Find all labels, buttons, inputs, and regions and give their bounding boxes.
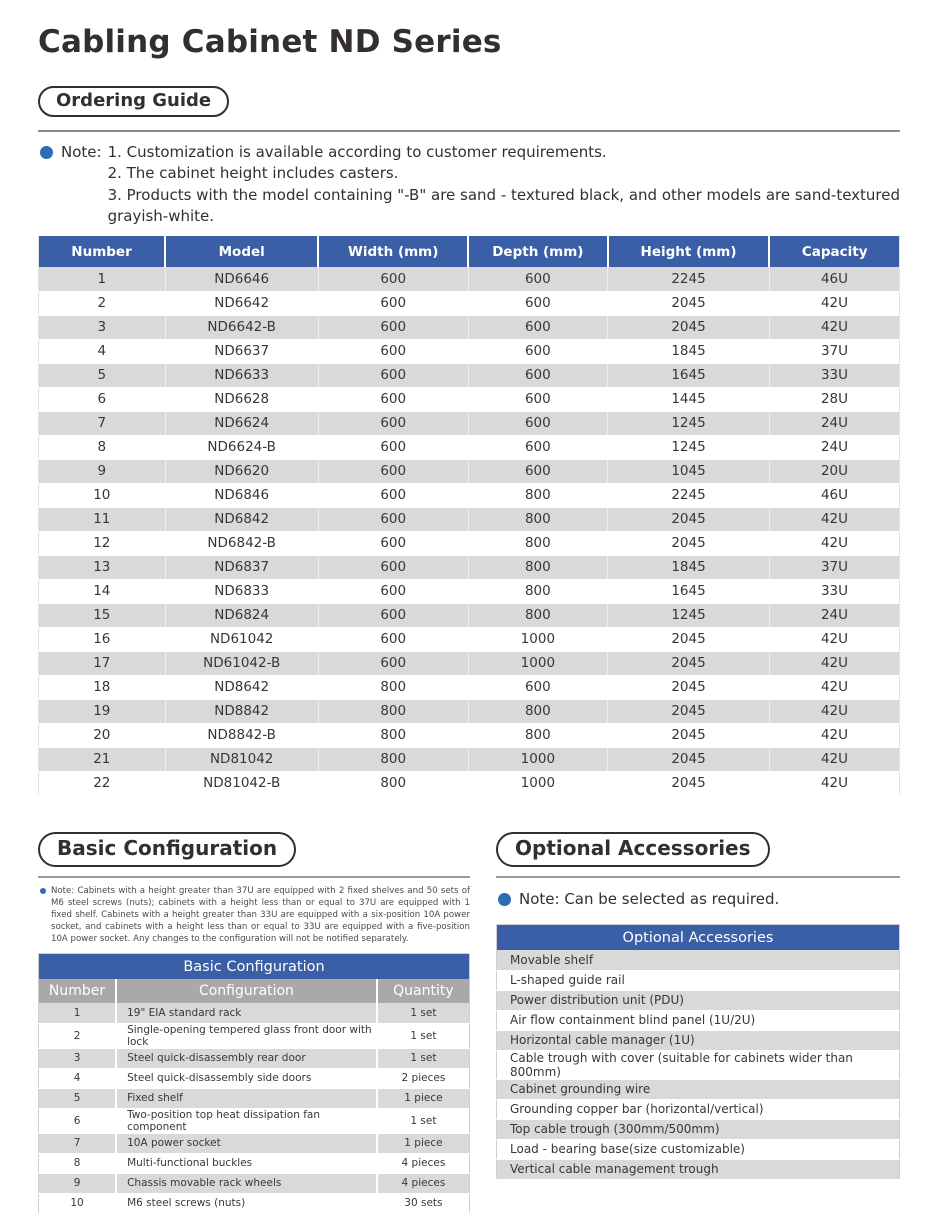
table-cell: 2 [39,1023,117,1048]
table-cell: 10A power socket [116,1133,377,1153]
table-cell: 600 [318,651,468,675]
table-cell: ND6642 [165,291,318,315]
table-cell: 600 [318,555,468,579]
table-cell: 1000 [468,651,607,675]
table-cell: 2045 [608,771,770,795]
note-bullet-icon [40,888,46,894]
table-cell: 10 [39,483,166,507]
optional-accessories-table [496,924,900,1180]
column-header-width: Width (mm) [318,236,468,267]
table-cell: 9 [39,459,166,483]
table-cell: 800 [468,699,607,723]
column-header-capacity: Capacity [769,236,899,267]
table-cell: 600 [468,339,607,363]
note-item: 2. The cabinet height includes casters. [107,164,399,183]
table-cell: Horizontal cable manager (1U) [497,1030,900,1050]
table-cell: 1845 [608,555,770,579]
table-cell: 22 [39,771,166,795]
table-cell: ND81042-B [165,771,318,795]
table-title: Basic Configuration [39,953,470,979]
column-header-configuration: Configuration [116,979,377,1003]
table-cell: 5 [39,1088,117,1108]
table-cell: 800 [468,603,607,627]
table-cell: ND6846 [165,483,318,507]
table-row [39,267,900,291]
table-cell: 1 piece [377,1088,470,1108]
table-cell: Chassis movable rack wheels [116,1173,377,1193]
table-cell: 18 [39,675,166,699]
table-row [39,435,900,459]
table-cell: 800 [468,483,607,507]
table-cell: 42U [769,507,899,531]
divider [496,876,900,878]
table-cell: Multi-functional buckles [116,1153,377,1173]
optional-accessories-note [496,889,900,909]
table-cell: Fixed shelf [116,1088,377,1108]
table-cell: 1 set [377,1023,470,1048]
table-cell: ND6642-B [165,315,318,339]
table-cell: 2 pieces [377,1068,470,1088]
table-cell: 600 [318,363,468,387]
divider [38,130,900,132]
table-cell: 42U [769,723,899,747]
table-cell: 42U [769,291,899,315]
table-row [39,651,900,675]
table-cell: 33U [769,579,899,603]
table-cell: 1245 [608,603,770,627]
table-cell: ND6842-B [165,531,318,555]
table-cell: 1845 [608,339,770,363]
table-cell: Load - bearing base(size customizable) [497,1139,900,1159]
table-cell: 600 [318,459,468,483]
table-cell: 42U [769,747,899,771]
table-cell: 600 [318,603,468,627]
table-cell: 42U [769,627,899,651]
table-cell: 1645 [608,579,770,603]
optional-accessories-table-body [497,950,900,1179]
table-cell: Two-position top heat dissipation fan component [116,1108,377,1133]
table-row [497,1030,900,1050]
table-cell: 600 [318,531,468,555]
table-cell: ND6624 [165,411,318,435]
table-title: Optional Accessories [497,924,900,950]
table-cell: 6 [39,1108,117,1133]
section-heading-ordering-guide [38,86,229,117]
table-cell: 11 [39,507,166,531]
table-cell: 600 [318,627,468,651]
table-cell: Top cable trough (300mm/500mm) [497,1119,900,1139]
table-row [39,1088,470,1108]
table-cell: ND61042-B [165,651,318,675]
table-cell: ND6842 [165,507,318,531]
table-cell: 2045 [608,651,770,675]
table-row [39,1068,470,1088]
bottom-section [38,832,900,1214]
column-header-height: Height (mm) [608,236,770,267]
table-row [39,531,900,555]
table-cell: 2045 [608,531,770,555]
table-cell: 2045 [608,507,770,531]
basic-configuration-table-body [39,1003,470,1213]
table-cell: ND6624-B [165,435,318,459]
ordering-guide-table-header [39,236,900,267]
table-cell: 14 [39,579,166,603]
table-cell: 13 [39,555,166,579]
note-item: 3. Products with the model containing "-B" are sand - textured black, and other models are sand-textured grayish-white. [107,185,901,225]
note-label: Note: [61,143,102,161]
table-cell: 30 sets [377,1193,470,1213]
table-cell: Grounding copper bar (horizontal/vertical) [497,1099,900,1119]
table-row [39,699,900,723]
table-row [39,603,900,627]
table-cell: ND6837 [165,555,318,579]
ordering-guide-table [38,236,900,796]
table-cell: 42U [769,315,899,339]
table-cell: 19 [39,699,166,723]
table-cell: 2045 [608,723,770,747]
table-cell: 8 [39,435,166,459]
table-row [497,1010,900,1030]
table-cell: ND8842-B [165,723,318,747]
table-cell: 1 set [377,1108,470,1133]
table-cell: 2045 [608,699,770,723]
table-cell: 800 [318,699,468,723]
table-cell: Power distribution unit (PDU) [497,990,900,1010]
table-cell: Steel quick-disassembly side doors [116,1068,377,1088]
table-cell: 7 [39,411,166,435]
optional-accessories-section [496,832,900,1214]
table-cell: 800 [318,675,468,699]
table-row [39,1193,470,1213]
table-cell: Movable shelf [497,950,900,970]
ordering-guide-table-body [39,267,900,795]
table-cell: 1645 [608,363,770,387]
table-cell: 600 [468,315,607,339]
note-bullet-icon [40,146,53,159]
table-cell: 4 [39,339,166,363]
table-cell: 3 [39,315,166,339]
table-cell: ND6633 [165,363,318,387]
table-cell: 1 piece [377,1133,470,1153]
table-cell: 1000 [468,747,607,771]
table-cell: 1 [39,1003,117,1023]
table-cell: 800 [468,531,607,555]
table-row [39,1133,470,1153]
table-row [497,970,900,990]
table-cell: ND6637 [165,339,318,363]
section-heading-optional-accessories [496,832,770,867]
table-cell: 6 [39,387,166,411]
table-row [497,1159,900,1179]
table-cell: 9 [39,1173,117,1193]
table-row [497,1139,900,1159]
table-row [497,950,900,970]
note-text: Note: Cabinets with a height greater than 37U are equipped with 2 fixed shelves and 50 sets of M6 steel screws (nuts); cabinets with a height less than or equal to 37U are equipped with 1 fixed shelf. Cabinets with a height greater than 33U are equipped with a six-position 10A power socket, and cabinets with a height less than or equal to 33U are equipped with a five-position 10A power socket. Any changes to the configuration will not be notified separately. [51,885,470,944]
table-row [39,555,900,579]
table-cell: 1000 [468,627,607,651]
table-row [497,1079,900,1099]
table-cell: 600 [318,507,468,531]
note-text: Note: Can be selected as required. [519,889,780,908]
table-cell: 15 [39,603,166,627]
table-cell: 1245 [608,411,770,435]
column-header-depth: Depth (mm) [468,236,607,267]
table-cell: Cabinet grounding wire [497,1079,900,1099]
table-cell: 600 [468,291,607,315]
table-cell: 600 [318,483,468,507]
table-cell: 16 [39,627,166,651]
table-cell: 1445 [608,387,770,411]
table-cell: 2245 [608,483,770,507]
table-cell: 42U [769,771,899,795]
table-cell: 600 [468,267,607,291]
table-cell: 24U [769,411,899,435]
table-cell: ND8642 [165,675,318,699]
table-cell: 20U [769,459,899,483]
table-cell: 2045 [608,747,770,771]
table-cell: 12 [39,531,166,555]
table-row [39,459,900,483]
table-cell: 800 [318,771,468,795]
table-cell: 10 [39,1193,117,1213]
table-cell: 42U [769,651,899,675]
table-row [39,315,900,339]
table-cell: 600 [318,267,468,291]
table-row [39,339,900,363]
table-cell: 21 [39,747,166,771]
table-cell: 17 [39,651,166,675]
table-cell: ND6628 [165,387,318,411]
table-row [39,1108,470,1133]
table-cell: 4 [39,1068,117,1088]
table-cell: 800 [318,723,468,747]
table-row [39,1023,470,1048]
table-cell: 37U [769,555,899,579]
table-cell: 600 [318,315,468,339]
table-cell: 800 [468,579,607,603]
table-cell: 24U [769,435,899,459]
table-cell: 28U [769,387,899,411]
table-cell: ND81042 [165,747,318,771]
table-row [39,363,900,387]
table-row [39,627,900,651]
section-heading-basic-configuration [38,832,296,867]
section-heading-label: Basic Configuration [57,835,278,860]
table-row [497,1050,900,1079]
table-cell: 19" EIA standard rack [116,1003,377,1023]
table-cell: ND6646 [165,267,318,291]
table-cell: 1245 [608,435,770,459]
table-cell: 600 [468,459,607,483]
table-cell: 1045 [608,459,770,483]
page-title: Cabling Cabinet ND Series [38,24,502,60]
table-cell: ND61042 [165,627,318,651]
table-row [39,291,900,315]
table-row [39,771,900,795]
table-cell: 4 pieces [377,1173,470,1193]
table-row [39,675,900,699]
table-row [39,411,900,435]
table-row [39,747,900,771]
table-cell: 2245 [608,267,770,291]
table-cell: Steel quick-disassembly rear door [116,1048,377,1068]
table-cell: 800 [468,507,607,531]
table-cell: Cable trough with cover (suitable for cabinets wider than 800mm) [497,1050,900,1079]
table-cell: 1 set [377,1048,470,1068]
table-cell: 600 [318,291,468,315]
column-header-model: Model [165,236,318,267]
table-cell: 600 [318,579,468,603]
table-cell: 4 pieces [377,1153,470,1173]
basic-configuration-note [38,885,470,945]
table-cell: 46U [769,267,899,291]
ordering-guide-note [38,142,900,227]
table-cell: 7 [39,1133,117,1153]
table-row [497,1099,900,1119]
table-cell: Vertical cable management trough [497,1159,900,1179]
table-cell: 42U [769,699,899,723]
table-cell: 42U [769,675,899,699]
table-cell: 24U [769,603,899,627]
table-cell: ND6620 [165,459,318,483]
basic-configuration-section [38,832,470,1214]
table-cell: 20 [39,723,166,747]
table-row [39,1153,470,1173]
table-row [39,1173,470,1193]
table-cell: ND8842 [165,699,318,723]
table-cell: Single-opening tempered glass front door with lock [116,1023,377,1048]
divider [38,876,470,878]
table-cell: 800 [468,723,607,747]
column-header-number: Number [39,979,117,1003]
note-items [108,142,900,227]
table-cell: 2045 [608,627,770,651]
column-header-quantity: Quantity [377,979,470,1003]
table-cell: 2045 [608,675,770,699]
table-row [497,990,900,1010]
table-cell: L-shaped guide rail [497,970,900,990]
table-row [39,723,900,747]
table-cell: 5 [39,363,166,387]
table-cell: 3 [39,1048,117,1068]
table-row [39,483,900,507]
table-cell: 2045 [608,315,770,339]
table-cell: 2 [39,291,166,315]
table-cell: 37U [769,339,899,363]
table-cell: 800 [318,747,468,771]
table-cell: 1 set [377,1003,470,1023]
table-cell: 33U [769,363,899,387]
column-header-number: Number [39,236,166,267]
section-heading-label: Optional Accessories [515,835,751,860]
table-cell: 1 [39,267,166,291]
table-cell: ND6824 [165,603,318,627]
table-cell: 600 [318,411,468,435]
table-cell: Air flow containment blind panel (1U/2U) [497,1010,900,1030]
table-cell: 600 [318,435,468,459]
table-cell: 8 [39,1153,117,1173]
note-item: 1. Customization is available according to customer requirements. [107,143,607,161]
table-cell: 600 [468,363,607,387]
table-cell: 600 [468,435,607,459]
table-cell: 2045 [608,291,770,315]
table-cell: 46U [769,483,899,507]
note-bullet-icon [498,893,511,906]
section-heading-label: Ordering Guide [56,90,212,111]
basic-configuration-table [38,953,470,1214]
table-cell: 42U [769,531,899,555]
table-row [497,1119,900,1139]
table-row [39,579,900,603]
table-cell: 600 [318,339,468,363]
table-cell: 600 [468,411,607,435]
table-row [39,387,900,411]
table-cell: ND6833 [165,579,318,603]
table-cell: 600 [468,387,607,411]
table-cell: 800 [468,555,607,579]
table-row [39,1003,470,1023]
table-cell: M6 steel screws (nuts) [116,1193,377,1213]
table-cell: 1000 [468,771,607,795]
table-row [39,1048,470,1068]
table-cell: 600 [318,387,468,411]
table-cell: 600 [468,675,607,699]
table-row [39,507,900,531]
